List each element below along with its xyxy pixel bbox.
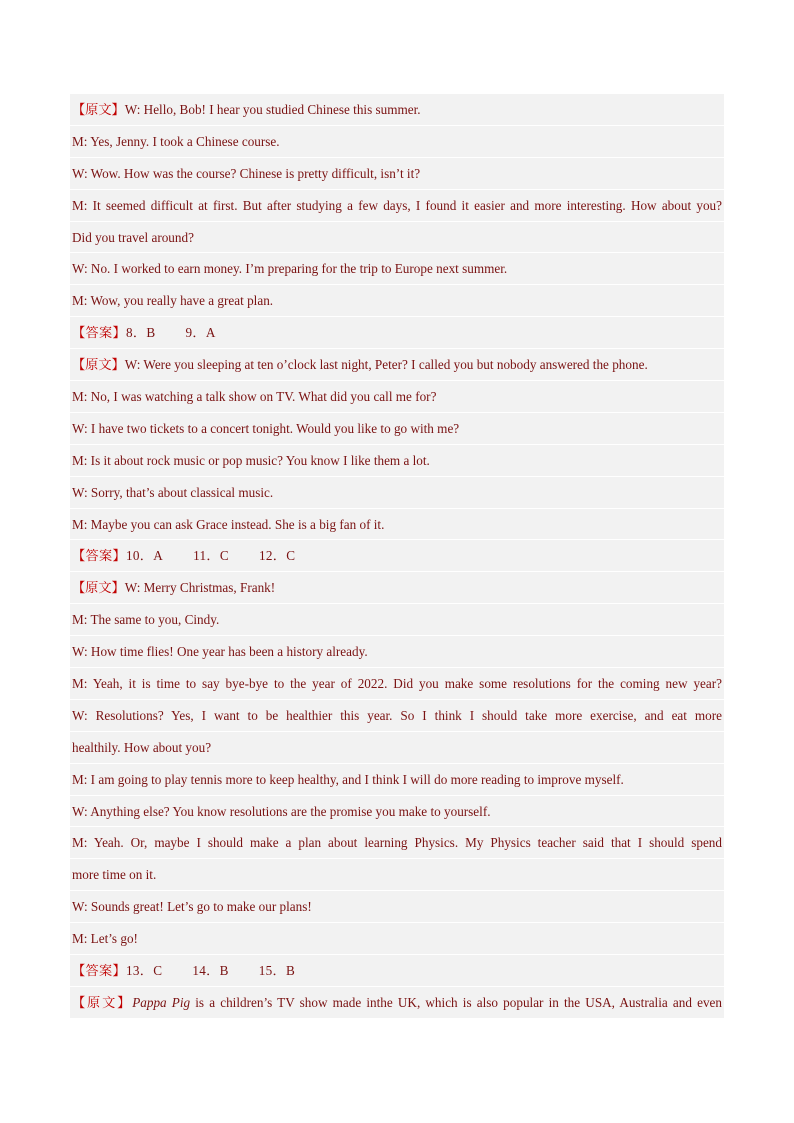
answer-item: 12．C (258, 548, 296, 564)
line-text: M: It seemed difficult at first. But after studying a few days, I found it easier and more interesting. How about you? (72, 197, 722, 213)
answer-item: 8．B (125, 325, 156, 341)
transcript-line (70, 381, 724, 413)
section-tag: 【答案】 (72, 325, 126, 341)
transcript-line (70, 700, 724, 732)
line-text: W: Sounds great! Let’s go to make our plans! (72, 899, 312, 915)
line-text: W: Merry Christmas, Frank! (124, 580, 276, 596)
line-text: M: Let’s go! (72, 931, 138, 947)
line-text: M: Yeah, it is time to say bye-bye to the year of 2022. Did you make some resolutions for the coming new year? (72, 676, 722, 692)
line-text: M: Yes, Jenny. I took a Chinese course. (72, 133, 280, 149)
answer-item: 14．B (192, 963, 229, 979)
transcript-line (70, 604, 724, 636)
transcript-line (70, 827, 724, 859)
section-tag: 【原文】 (72, 580, 125, 596)
answer-item: 10．A (125, 548, 164, 564)
transcript-line (70, 668, 724, 700)
transcript-line (70, 285, 724, 317)
listening-transcript (70, 94, 724, 1019)
line-text: W: Hello, Bob! I hear you studied Chinese this summer. (124, 102, 421, 117)
transcript-line (70, 477, 724, 509)
transcript-line (70, 253, 724, 285)
transcript-line (70, 190, 724, 222)
answer-item: 13．C (125, 963, 163, 979)
line-text: M: Yeah. Or, maybe I should make a plan about learning Physics. My Physics teacher said that I should spend (72, 835, 722, 851)
transcript-line (70, 126, 724, 158)
answer-line (70, 540, 724, 572)
transcript-line (70, 222, 724, 254)
transcript-line (70, 764, 724, 796)
transcript-line (70, 891, 724, 923)
line-text: more time on it. (72, 867, 157, 883)
transcript-line (70, 572, 724, 604)
transcript-line (70, 636, 724, 668)
transcript-line (70, 158, 724, 190)
transcript-line (70, 349, 724, 381)
transcript-line (70, 445, 724, 477)
line-text: M: The same to you, Cindy. (72, 612, 220, 628)
transcript-line (70, 732, 724, 764)
line-text: W: Sorry, that’s about classical music. (72, 484, 274, 500)
line-text: M: Is it about rock music or pop music? You know I like them a lot. (72, 452, 430, 468)
transcript-line (70, 859, 724, 891)
section-tag: 【原文】 (72, 102, 125, 117)
line-text: Did you travel around? (72, 229, 194, 245)
transcript-line (70, 509, 724, 541)
line-text: W: Were you sleeping at ten o’clock last night, Peter? I called you but nobody answered the phone. (124, 357, 648, 373)
show-title: Pappa Pig (132, 994, 191, 1010)
transcript-line (70, 987, 724, 1019)
line-text: W: Resolutions? Yes, I want to be healthier this year. So I think I should take more exercise, and eat more (72, 707, 722, 723)
line-text: is a children’s TV show made inthe UK, which is also popular in the USA, Australia and even (190, 994, 722, 1010)
answer-item: 15．B (258, 963, 296, 979)
line-text: M: Maybe you can ask Grace instead. She is a big fan of it. (72, 516, 385, 532)
answer-line (70, 955, 724, 987)
line-text: W: I have two tickets to a concert tonight. Would you like to go with me? (72, 420, 460, 436)
section-tag: 【答案】 (72, 963, 126, 979)
line-text: W: Wow. How was the course? Chinese is pretty difficult, isn’t it? (72, 165, 421, 181)
section-tag: 【原文】 (72, 994, 133, 1010)
line-text: M: Wow, you really have a great plan. (72, 293, 274, 309)
section-tag: 【原文】 (72, 357, 125, 373)
answer-item: 9．A (185, 325, 216, 341)
line-text: M: No, I was watching a talk show on TV. What did you call me for? (72, 389, 437, 405)
line-text: W: No. I worked to earn money. I’m preparing for the trip to Europe next summer. (72, 261, 508, 277)
line-text: M: I am going to play tennis more to keep healthy, and I think I will do more reading to improve myself. (72, 771, 624, 787)
transcript-line (70, 923, 724, 955)
line-text: W: Anything else? You know resolutions are the promise you make to yourself. (72, 803, 491, 819)
answer-line (70, 317, 724, 349)
transcript-line (70, 413, 724, 445)
transcript-line (70, 94, 724, 126)
transcript-line (70, 796, 724, 828)
line-text: healthily. How about you? (72, 739, 212, 755)
answer-item: 11．C (193, 548, 229, 564)
line-text: W: How time flies! One year has been a history already. (72, 644, 368, 660)
section-tag: 【答案】 (72, 548, 126, 564)
